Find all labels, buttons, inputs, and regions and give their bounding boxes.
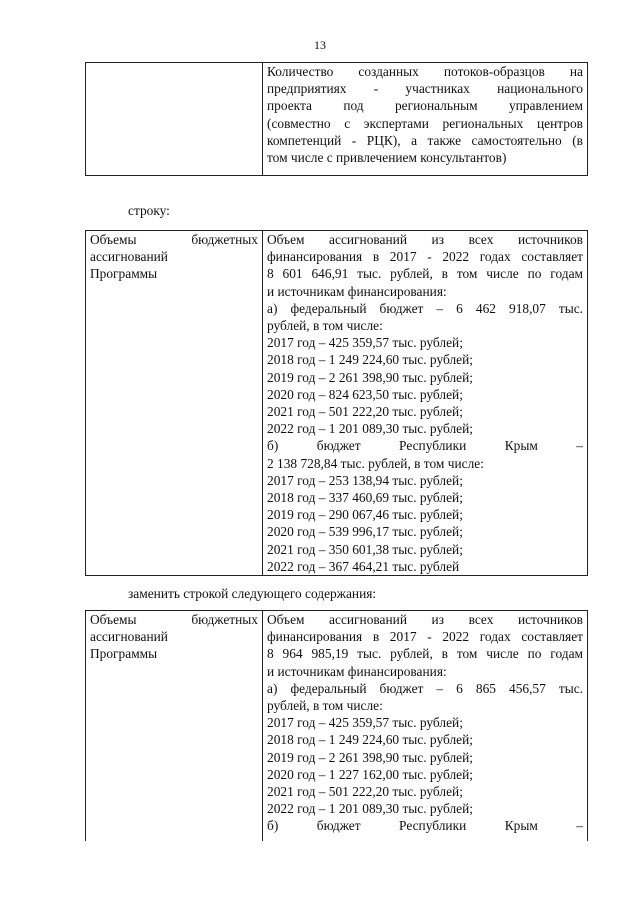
- table-cell-left: [86, 231, 263, 576]
- text-line: 2019 год – 290 067,46 тыс. рублей;: [267, 507, 463, 523]
- label-replace: заменить строкой следующего содержания:: [128, 586, 377, 601]
- table-cell-left: [86, 611, 263, 842]
- text-line: 2 138 728,84 тыс. рублей, в том числе:: [267, 455, 484, 471]
- text-line: Объем ассигнований из всех источников: [267, 612, 583, 627]
- text-line: 2019 год – 2 261 398,90 тыс. рублей;: [267, 369, 473, 385]
- text-line: рублей, в том числе:: [267, 698, 383, 714]
- text-line: 2020 год – 1 227 162,00 тыс. рублей;: [267, 766, 473, 782]
- text-line: Программы: [90, 646, 158, 662]
- page-number: 13: [314, 38, 326, 52]
- text-line: и источникам финансирования:: [267, 283, 447, 299]
- text-line: том числе с привлечением консультантов): [267, 150, 507, 166]
- text-line: 2020 год – 824 623,50 тыс. рублей;: [267, 386, 463, 402]
- text-line: 2017 год – 425 359,57 тыс. рублей;: [267, 715, 463, 731]
- text-line: и источникам финансирования:: [267, 663, 447, 679]
- text-line: 2020 год – 539 996,17 тыс. рублей;: [267, 524, 463, 540]
- text-line: б) бюджет Республики Крым –: [267, 818, 583, 834]
- text-line: 2018 год – 1 249 224,60 тыс. рублей;: [267, 732, 473, 748]
- text-line: Количество созданных потоков-образцов на: [267, 64, 583, 79]
- text-line: финансирования в 2017 - 2022 годах составляет: [267, 249, 583, 265]
- text-line: а) федеральный бюджет – 6 865 456,57 тыс.: [267, 680, 583, 696]
- text-line: Объем ассигнований из всех источников: [267, 232, 583, 247]
- table-cell-right: [263, 611, 588, 842]
- table-cell-left: [86, 63, 263, 176]
- text-line: компетенций - РЦК), а также самостоятельно (в: [267, 132, 583, 148]
- text-line: (совместно с экспертами региональных центров: [267, 115, 583, 131]
- text-line: ассигнований: [90, 249, 168, 265]
- text-line: 2022 год – 1 201 089,30 тыс. рублей;: [267, 421, 473, 437]
- budget-table-new: [85, 610, 588, 841]
- text-line: б) бюджет Республики Крым –: [267, 438, 583, 454]
- text-line: Программы: [90, 266, 158, 282]
- label-stroku: строку:: [128, 203, 170, 218]
- text-line: ассигнований: [90, 629, 168, 645]
- text-line: 8 601 646,91 тыс. рублей, в том числе по годам: [267, 266, 583, 282]
- table-cell-right: [263, 63, 588, 176]
- text-line: 2021 год – 501 222,20 тыс. рублей;: [267, 784, 463, 800]
- text-line: 2022 год – 1 201 089,30 тыс. рублей;: [267, 801, 473, 817]
- text-line: финансирования в 2017 - 2022 годах составляет: [267, 629, 583, 645]
- text-line: 2018 год – 1 249 224,60 тыс. рублей;: [267, 352, 473, 368]
- text-line: проекта под региональным управлением: [267, 98, 583, 114]
- text-line: а) федеральный бюджет – 6 462 918,07 тыс.: [267, 300, 583, 316]
- text-line: предприятиях - участниках национального: [267, 81, 583, 97]
- text-line: Объемы бюджетных: [90, 612, 258, 627]
- text-line: 2018 год – 337 460,69 тыс. рублей;: [267, 490, 463, 506]
- budget-table-old: [85, 230, 588, 576]
- text-line: 2017 год – 253 138,94 тыс. рублей;: [267, 472, 463, 488]
- text-line: 2019 год – 2 261 398,90 тыс. рублей;: [267, 749, 473, 765]
- text-line: 2021 год – 350 601,38 тыс. рублей;: [267, 541, 463, 557]
- text-line: 2017 год – 425 359,57 тыс. рублей;: [267, 335, 463, 351]
- text-line: рублей, в том числе:: [267, 318, 383, 334]
- text-line: 2021 год – 501 222,20 тыс. рублей;: [267, 404, 463, 420]
- indicator-table-row: [85, 62, 588, 176]
- text-line: Объемы бюджетных: [90, 232, 258, 247]
- text-line: 2022 год – 367 464,21 тыс. рублей: [267, 558, 460, 574]
- text-line: 8 964 985,19 тыс. рублей, в том числе по годам: [267, 646, 583, 662]
- table-cell-right: [263, 231, 588, 576]
